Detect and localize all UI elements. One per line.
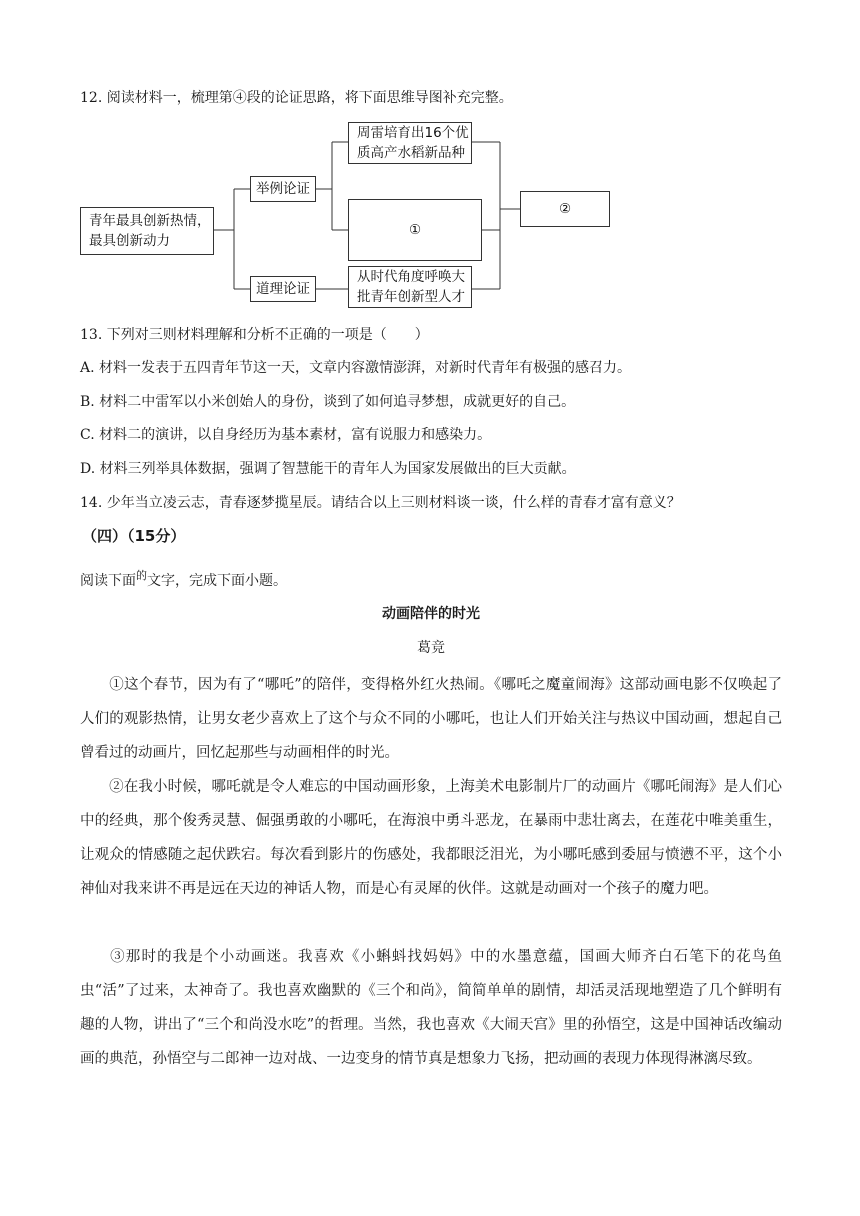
article-author: 葛竞 [417, 640, 445, 656]
question-12: 12. 阅读材料一，梳理第④段的论证思路，将下面思维导图补充完整。 [80, 90, 513, 106]
root-line-2: 最具创新动力 [89, 233, 170, 249]
mind-map-root [80, 207, 214, 255]
question-13-option-c: C. 材料二的演讲，以自身经历为基本素材，富有说服力和感染力。 [80, 427, 492, 443]
reading-instruction [80, 566, 287, 591]
article-paragraph-3 [80, 940, 782, 1076]
example-box-1 [348, 122, 472, 164]
reason-1-line-1: 从时代角度呼唤大 [357, 269, 465, 285]
instruction-post: 文字，完成下面小题。 [147, 573, 287, 589]
paragraph-2-text: ②在我小时候，哪吒就是令人难忘的中国动画形象，上海美术电影制片厂的动画片《哪吒闹海》是人们心中的经典，那个俊秀灵慧、倔强勇敢的小哪吒，在海浪中勇斗恶龙，在暴雨中悲壮离去，在莲花中唯美重生，让观众的情感随之起伏跌宕。每次看到影片的伤感处，我都眼泛泪光，为小哪吒感到委屈与愤懑不平，这个小神仙对我来讲不再是远在天边的神话人物，而是心有灵犀的伙伴。这就是动画对一个孩子的魔力吧。 [80, 779, 782, 897]
branch-reason-argument: 道理论证 [250, 276, 316, 302]
question-13-option-b: B. 材料二中雷军以小米创始人的身份，谈到了如何追寻梦想，成就更好的自己。 [80, 394, 576, 410]
example-1-line-1: 周雷培育出16个优 [357, 125, 469, 141]
example-blank-box-1: ① [348, 199, 482, 261]
article-title: 动画陪伴的时光 [382, 606, 480, 622]
question-13-option-a: A. 材料一发表于五四青年节这一天，文章内容激情澎湃，对新时代青年有极强的感召力。 [80, 360, 632, 376]
section-heading: （四）（15分） [82, 527, 186, 545]
example-1-line-2: 质高产水稻新品种 [357, 145, 465, 161]
question-14: 14. 少年当立凌云志，青春逐梦揽星辰。请结合以上三则材料谈一谈，什么样的青春才富有意义？ [80, 495, 681, 511]
question-13-stem: 13. 下列对三则材料理解和分析不正确的一项是（ ） [80, 327, 429, 343]
question-13-option-d: D. 材料三列举具体数据，强调了智慧能干的青年人为国家发展做出的巨大贡献。 [80, 461, 576, 477]
instruction-sup: 的 [136, 569, 147, 582]
instruction-pre: 阅读下面 [80, 573, 136, 589]
article-paragraph-2 [80, 770, 782, 906]
conclusion-blank-box-2: ② [520, 191, 610, 227]
paragraph-3-text: ③那时的我是个小动画迷。我喜欢《小蝌蚪找妈妈》中的水墨意蕴，国画大师齐白石笔下的花鸟鱼虫“活”了过来，太神奇了。我也喜欢幽默的《三个和尚》，简简单单的剧情，却活灵活现地塑造了几个鲜明有趣的人物，讲出了“三个和尚没水吃”的哲理。当然，我也喜欢《大闹天宫》里的孙悟空，这是中国神话改编动画的典范，孙悟空与二郎神一边对战、一边变身的情节真是想象力飞扬，把动画的表现力体现得淋漓尽致。 [80, 949, 782, 1067]
branch-example-argument: 举例论证 [250, 176, 316, 202]
paragraph-1-text: ①这个春节，因为有了“哪吒”的陪伴，变得格外红火热闹。《哪吒之魔童闹海》这部动画电影不仅唤起了人们的观影热情，让男女老少喜欢上了这个与众不同的小哪吒，也让人们开始关注与热议中国动画，想起自己曾看过的动画片，回忆起那些与动画相伴的时光。 [80, 677, 782, 761]
article-paragraph-1 [80, 668, 782, 770]
root-line-1: 青年最具创新热情， [89, 213, 211, 229]
reason-1-line-2: 批青年创新型人才 [357, 289, 465, 305]
reason-box-1 [348, 266, 472, 308]
